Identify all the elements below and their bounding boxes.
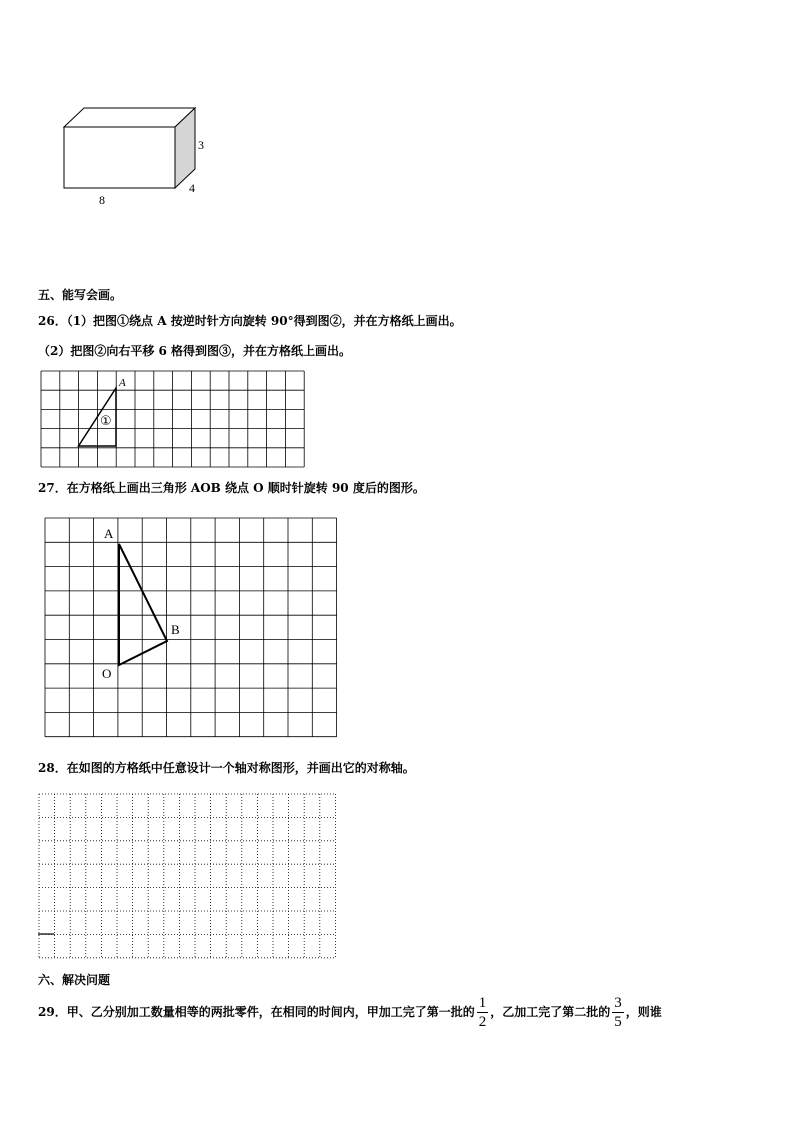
q26-point-a-label: A bbox=[119, 377, 126, 389]
q29-text-a: 29．甲、乙分别加工数量相等的两批零件，在相同的时间内，甲加工完了第一批的 bbox=[38, 1005, 475, 1019]
q26-shape-label: ① bbox=[100, 414, 112, 429]
q29-text-b: ，乙加工完了第二批的 bbox=[490, 1005, 611, 1019]
q26-part2-text: （2）把图②向右平移 6 格得到图③，并在方格纸上画出。 bbox=[38, 344, 352, 358]
cuboid-length-label: 8 bbox=[99, 193, 105, 207]
q27-grid[interactable] bbox=[44, 517, 344, 742]
section-five-heading: 五、能写会画。 bbox=[38, 288, 123, 302]
q26-grid[interactable] bbox=[40, 370, 310, 470]
q28-dotted-grid[interactable] bbox=[38, 793, 338, 963]
q28-text: 28．在如图的方格纸中任意设计一个轴对称图形，并画出它的对称轴。 bbox=[38, 761, 415, 775]
q26-part1-text: 26．（1）把图①绕点 A 按逆时针方向旋转 90°得到图②，并在方格纸上画出。 bbox=[38, 314, 462, 328]
q27-text: 27．在方格纸上画出三角形 AOB 绕点 O 顺时针旋转 90 度后的图形。 bbox=[38, 481, 425, 495]
section-six-heading: 六、解决问题 bbox=[38, 973, 111, 987]
cuboid-depth-label: 4 bbox=[189, 181, 195, 195]
q27-label-o: O bbox=[102, 666, 112, 681]
q29-fraction-1: $\frac{1}{2}$ bbox=[478, 995, 487, 1030]
q27-triangle-aob bbox=[119, 544, 167, 665]
q29-text bbox=[38, 994, 662, 1031]
q29-fraction-2: $\frac{3}{5}$ bbox=[614, 995, 622, 1030]
q27-label-a: A bbox=[104, 526, 114, 541]
q27-label-b: B bbox=[171, 622, 180, 637]
cuboid-height-label: 3 bbox=[198, 138, 204, 152]
q29-text-c: ，则谁 bbox=[625, 1005, 662, 1019]
